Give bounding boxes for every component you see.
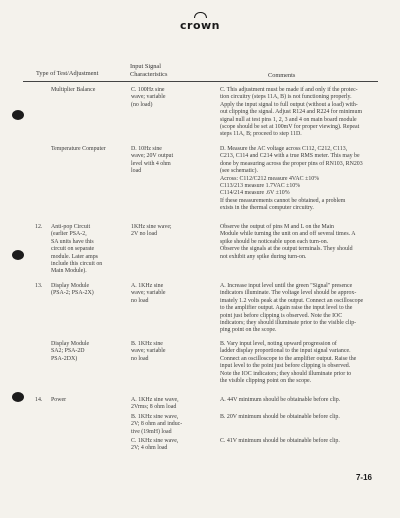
table-row-comments: B. Vary input level, noting upward progression of ladder display proportional to the input signal variance. Connect an oscilloscope to the amplifier output. Raise the input level to the point just before clipping is observed. Note the IOC indicators; they should illuminate prior to the visible clipping point on the scope. — [220, 341, 357, 385]
table-row-comments: A. 44V minimum should be obtainable before clip. — [220, 397, 341, 403]
table-row-signal: C. 1KHz sine wave, 2V; 4 ohm load — [131, 438, 179, 452]
table-row-number: 13. — [35, 283, 43, 289]
table-row-test: Anti-pop Circuit (earlier PSA-2, SA units have this circuit on separate module. Later amps include this circuit on Main Module). — [51, 224, 103, 275]
binder-hole-icon — [12, 250, 24, 260]
crown-logo-icon — [194, 12, 207, 18]
table-row-signal: A. 1KHz sine wave, 2Vrms; 8 ohm load — [131, 397, 179, 411]
table-row-comments: A. Increase input level until the green "Signal" presence indicators illuminate. The voltage level should be approx- imately 1.2 volts peak at the output. Connect an oscilloscope to the amplifier output. Again raise the input level to the point just before clipping is observed. Note the IOC indicators; they should illuminate prior to the visible clip- ping point on the scope. — [220, 283, 364, 334]
brand-logo-text: crown — [180, 19, 220, 32]
table-row-comments: Observe the output of pins M and L on the Main Module while turning the unit on and off several times. A spike should be noticeable upon each turn-on. Observe the signals at the output terminals. They should not exhibit any spike during turn-on. — [220, 224, 356, 260]
table-row-signal: 1KHz sine wave; 2V no load — [131, 224, 172, 238]
binder-hole-icon — [12, 110, 24, 120]
table-row-test: Display Module SA2; PSA-2D PSA-2DX) — [51, 341, 90, 362]
table-row-signal: B. 1KHz sine wave, 2V; 8 ohm and induc- tive (19mH) load — [131, 414, 183, 435]
table-row-number: 14. — [35, 397, 43, 403]
table-row-signal: C. 100Hz sine wave; variable (no load) — [131, 87, 166, 108]
table-row-test: Power — [51, 397, 67, 403]
table-row-signal: A. 1KHz sine wave; variable no load — [131, 283, 166, 304]
brand-logo — [0, 12, 400, 32]
table-row-comments: B. 20V minimum should be obtainable before clip. — [220, 414, 340, 420]
table-row-number: 12. — [35, 224, 43, 230]
table-row-test: Display Module (PSA-2; PSA-2X) — [51, 283, 94, 297]
table-row-test: Temperature Computer — [51, 146, 106, 152]
table-row-test: Multiplier Balance — [51, 87, 96, 93]
header-divider — [23, 81, 378, 82]
table-row-comments: D. Measure the AC voltage across C112, C212, C113, C213, C114 and C214 with a true RMS meter. This may be done by measuring across the proper pins of RN103, RN203 (see schematic). Across: C112/C212 measure 4VAC ±10% C113/213 measure 1.7VAC ±10% C114/214 measure .6V ±10% If these measurements cannot be obtained, a problem exists in the thermal computer circuitry. — [220, 146, 363, 212]
table-row-signal: B. 1KHz sine wave; variable no load — [131, 341, 166, 362]
header-type-of-test: Type of Test/Adjustment — [36, 70, 99, 77]
binder-hole-icon — [12, 392, 24, 402]
header-input-signal: Input Signal Characteristics — [130, 63, 168, 78]
page-number: 7-16 — [355, 473, 372, 482]
table-row-comments: C. 41V minimum should be obtainable before clip. — [220, 438, 340, 444]
table-row-comments: C. This adjustment must be made if and only if the protec- tion circuitry (steps 11A, B) is not functioning properly. Apply the input signal to full output (without a load) with- out clipping the signal. Adjust R124 and R224 for minimum signal null at test pins 1, 2, 3 and 4 on main board module (scope should be set at 100mV for proper viewing). Repeat steps 11A, B; proceed to step 11D. — [220, 87, 363, 138]
table-row-signal: D. 10Hz sine wave; 20V output level with 4 ohm load — [131, 146, 174, 175]
header-comments: Comments — [268, 72, 296, 79]
